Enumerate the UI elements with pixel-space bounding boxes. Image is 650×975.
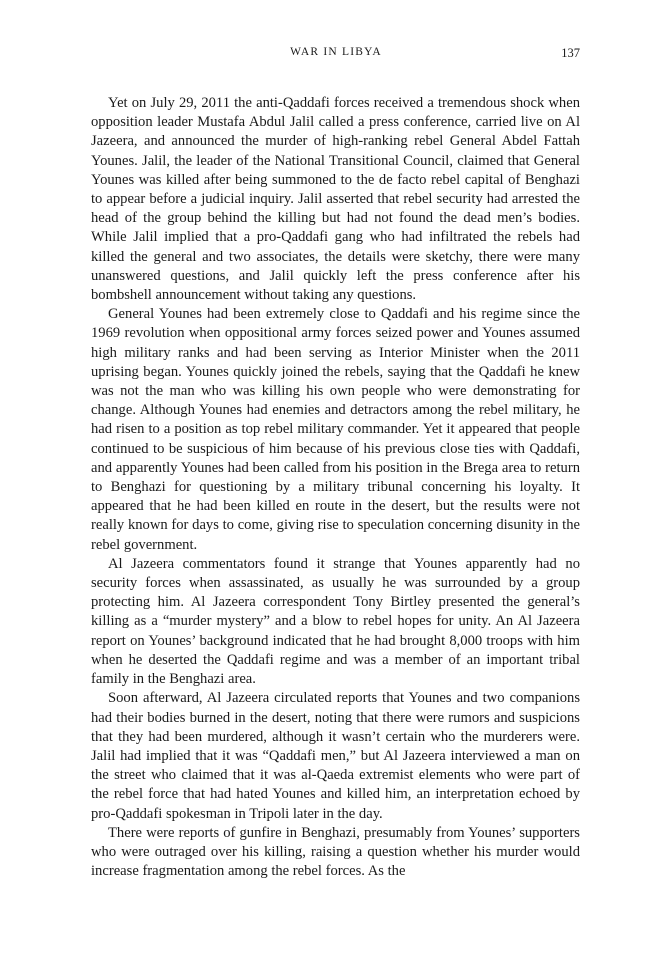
page-number: 137 bbox=[561, 46, 580, 60]
paragraph: Al Jazeera commentators found it strange that Younes apparently had no security forces when assassinated, as usually he was surrounded by a group protecting him. Al Jazeera correspondent Tony Birtley presented the general’s killing as a “murder mystery” and a blow to rebel hopes for unity. An Al Jazeera report on Younes’ background indicated that he had brought 8,000 troops with him when he deserted the Qaddafi regime and was a member of an important tribal family in the Benghazi area. bbox=[91, 555, 580, 688]
page-body bbox=[91, 94, 580, 881]
running-head bbox=[92, 46, 580, 66]
paragraph: Soon afterward, Al Jazeera circulated reports that Younes and two companions had their bodies burned in the desert, noting that there were rumors and suspicions that they had been murdered, although it wasn’t certain who the murderers were. Jalil had implied that it was “Qaddafi men,” but Al Jazeera interviewed a man on the street who claimed that it was al-Qaeda extremist elements who were part of the rebel force that had hated Younes and killed him, an interpretation echoed by pro-Qaddafi spokesman in Tripoli later in the day. bbox=[91, 690, 580, 822]
paragraph: There were reports of gunfire in Benghazi, presumably from Younes’ supporters who were outraged over his killing, raising a question whether his murder would increase fragmentation among the rebel forces. As the bbox=[91, 824, 580, 880]
running-title: WAR IN LIBYA bbox=[290, 46, 382, 58]
paragraph: Yet on July 29, 2011 the anti-Qaddafi forces received a tremendous shock when opposition leader Mustafa Abdul Jalil called a press conference, carried live on Al Jazeera, and announced the murder of high-ranking rebel General Abdel Fattah Younes. Jalil, the leader of the National Transitional Council, claimed that General Younes was killed after being summoned to the de facto rebel capital of Benghazi to appear before a judicial inquiry. Jalil asserted that rebel security had arrested the head of the group behind the killing but had not found the dead men’s bodies. While Jalil implied that a pro-Qaddafi gang who had infiltrated the rebels had killed the general and two associates, the details were sketchy, there were many unanswered questions, and Jalil quickly left the press conference after his bombshell announcement without taking any questions. bbox=[91, 95, 580, 304]
paragraph: General Younes had been extremely close to Qaddafi and his regime since the 1969 revolution when oppositional army forces seized power and Younes assumed high military ranks and had been serving as Interior Minister when the 2011 uprising began. Younes quickly joined the rebels, saying that the Qaddafi he knew was not the man who was killing his own people who were demonstrating for change. Although Younes had enemies and detractors among the rebel military, he had risen to a position as top rebel military commander. Yet it appeared that people continued to be suspicious of him because of his previous close ties with Qaddafi, and apparently Younes had been called from his position in the Brega area to return to Benghazi for questioning by a military tribunal concerning his loyalty. It appeared that he had been killed en route in the desert, but the results were not really known for days to come, giving rise to speculation concerning disunity in the rebel government. bbox=[91, 306, 580, 553]
